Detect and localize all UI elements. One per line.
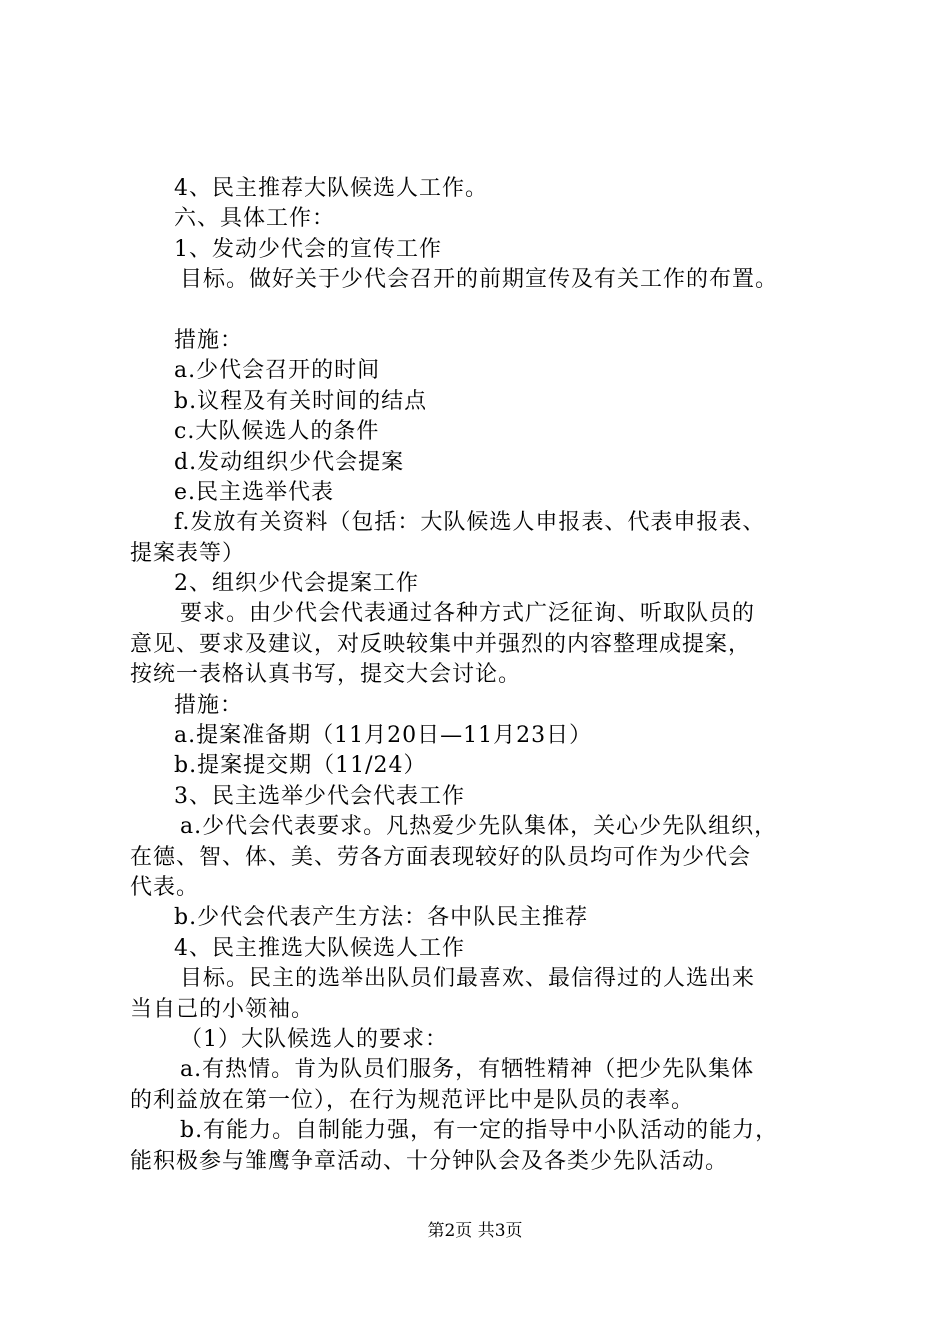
- list-item: e.民主选举代表: [174, 479, 335, 505]
- list-item: a.少代会代表要求。凡热爱少先队集体，关心少先队组织，: [180, 814, 778, 840]
- text-line: （1）大队候选人的要求：: [180, 1026, 448, 1052]
- text-line: 提案表等）: [130, 540, 246, 566]
- text-line: 要求。由少代会代表通过各种方式广泛征询、听取队员的: [180, 601, 756, 627]
- subsection-heading: 1、发动少代会的宣传工作: [174, 236, 442, 262]
- document-body: [130, 174, 840, 1177]
- text-line: 按统一表格认真书写，提交大会讨论。: [130, 662, 522, 688]
- text-line: 措施：: [174, 327, 244, 353]
- blank-line: [130, 296, 840, 326]
- list-item: a.提案准备期（11月20日—11月23日）: [174, 723, 593, 749]
- list-item: d.发动组织少代会提案: [174, 449, 405, 475]
- list-item: f.发放有关资料（包括：大队候选人申报表、代表申报表、: [174, 510, 766, 536]
- subsection-heading: 4、民主推选大队候选人工作: [174, 935, 465, 961]
- text-line: 能积极参与雏鹰争章活动、十分钟队会及各类少先队活动。: [130, 1148, 729, 1174]
- text-line: 在德、智、体、美、劳各方面表现较好的队员均可作为少代会: [130, 844, 752, 870]
- text-line: 目标。做好关于少代会召开的前期宣传及有关工作的布置。: [180, 267, 779, 293]
- text-line: 意见、要求及建议，对反映较集中并强烈的内容整理成提案，: [130, 631, 752, 657]
- list-item: b.议程及有关时间的结点: [174, 388, 428, 414]
- list-item: b.有能力。自制能力强，有一定的指导中小队活动的能力，: [180, 1118, 779, 1144]
- section-heading: 六、具体工作：: [174, 206, 336, 232]
- list-item: b.提案提交期（11/24）: [174, 753, 427, 779]
- page-footer: 第2页 共3页: [427, 1221, 523, 1241]
- list-item: c.大队候选人的条件: [174, 419, 380, 445]
- list-item: a.有热情。肯为队员们服务，有牺牲精神（把少先队集体: [180, 1057, 755, 1083]
- text-line: 代表。: [130, 874, 200, 900]
- text-line: 当自己的小领袖。: [130, 996, 315, 1022]
- subsection-heading: 2、组织少代会提案工作: [174, 571, 419, 597]
- text-line: 的利益放在第一位），在行为规范评比中是队员的表率。: [130, 1087, 695, 1113]
- text-line: 措施：: [174, 692, 244, 718]
- list-item: b.少代会代表产生方法：各中队民主推荐: [174, 905, 589, 931]
- text-line: 4、民主推荐大队候选人工作。: [174, 176, 488, 201]
- list-item: a.少代会召开的时间: [174, 358, 381, 384]
- text-line: 目标。民主的选举出队员们最喜欢、最信得过的人选出来: [180, 966, 756, 992]
- subsection-heading: 3、民主选举少代会代表工作: [174, 783, 465, 809]
